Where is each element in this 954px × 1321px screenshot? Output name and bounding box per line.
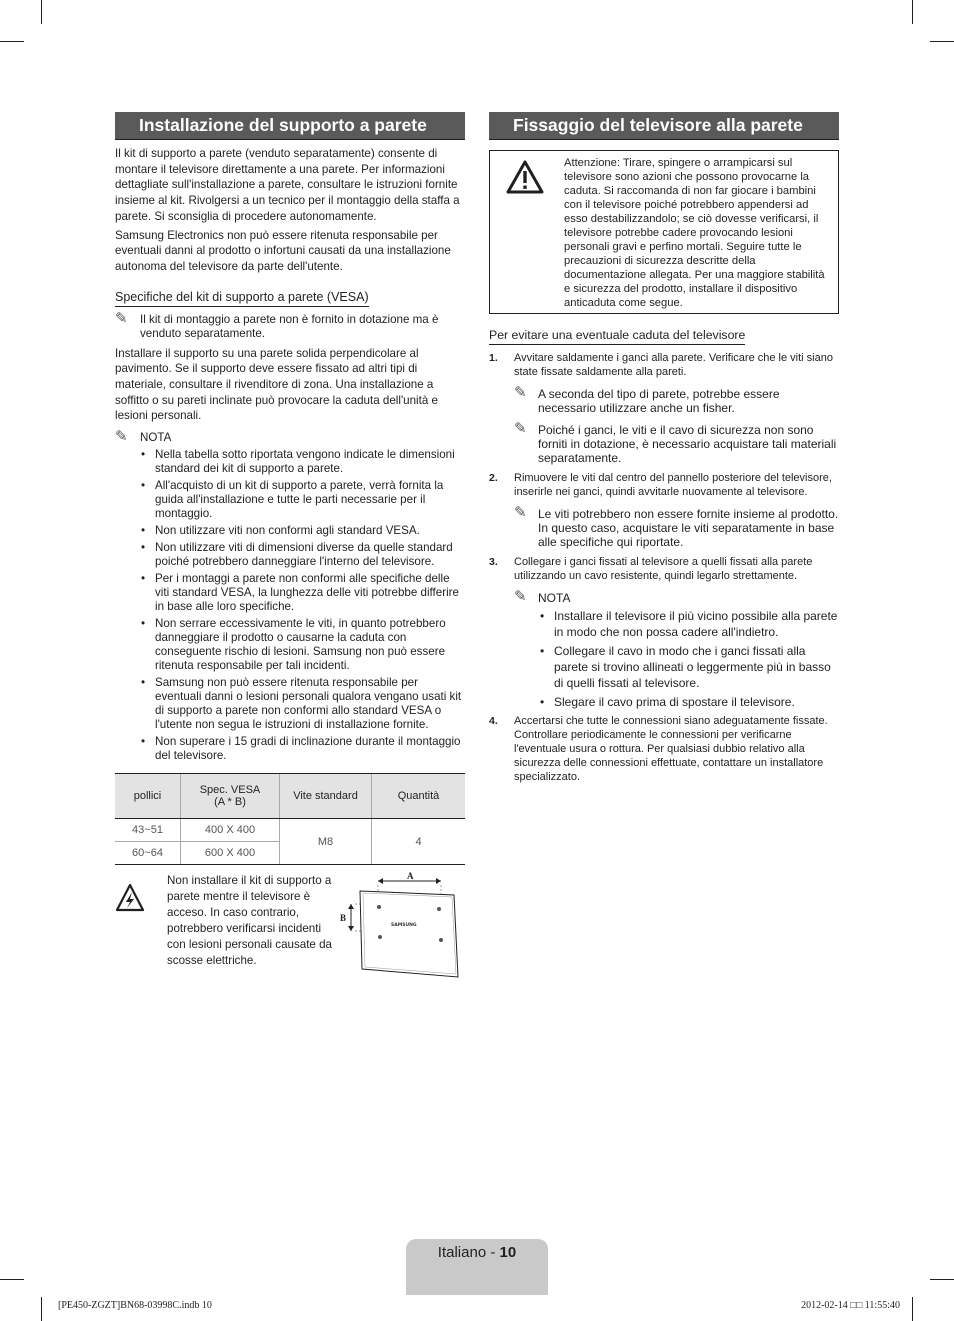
list-item: • Non serrare eccessivamente le viti, in quanto potrebbero danneggiare il prodotto o causarne la caduta con conseguente rischio di lesioni. Samsung non può essere ritenuta responsabile per tali incidenti.	[155, 617, 465, 673]
tv-back-diagram	[337, 871, 465, 983]
table-cell-screw: M8	[280, 819, 372, 865]
table-header: pollici	[115, 774, 181, 819]
electric-warning-box	[115, 873, 465, 993]
list-item: • Per i montaggi a parete non conformi alle specifiche delle viti standard VESA, la lunghezza delle viti potrebbe differire in base alle loro specifiche.	[155, 572, 465, 614]
print-date-info: 2012-02-14 □□ 11:55:40	[801, 1300, 900, 1311]
step-item: 3. Collegare i ganci fissati al televisore a quelli fissati alla parete utilizzando un cavo resistente, quindi legarlo strettamente. ✎ NOTA • Installare il televisore il più vicino possibile alla parete in modo che non possa cadere all'indietro. • Collegare il cavo in modo che i ganci fissati alla parete si trovino allineati o leggermente più in basso di quelli fissati al televisore. • Slegare il cavo prima di spostare il televisore.	[489, 555, 839, 710]
anti-fall-subtitle: Per evitare una eventuale caduta del televisore	[489, 327, 745, 345]
nota-bullet-list	[115, 448, 465, 763]
list-item: • Installare il televisore il più vicino possibile alla parete in modo che non possa cadere all'indietro.	[554, 608, 839, 640]
step-note: ✎ Le viti potrebbero non essere fornite insieme al prodotto. In questo caso, acquistare le viti separatamente in base alle specifiche qui riportate.	[514, 504, 839, 549]
table-cell: 600 X 400	[181, 842, 280, 865]
pencil-note-icon: ✎	[514, 420, 527, 437]
table-header: Spec. VESA (A * B)	[181, 774, 280, 819]
pencil-note-icon: ✎	[514, 384, 527, 401]
list-item: • Samsung non può essere ritenuta responsabile per eventuali danni o lesioni personali qualora vengano usati kit di supporto a parete non conformi allo standard VESA o l'utente non segua le istruzioni di installazione fornite.	[155, 676, 465, 732]
list-item: • Non superare i 15 gradi di inclinazione durante il montaggio del televisore.	[155, 735, 465, 763]
pencil-note-icon: ✎	[514, 588, 527, 605]
nota-heading: ✎ NOTA	[514, 588, 571, 605]
crop-mark	[930, 41, 954, 42]
nota-bullet-list	[514, 608, 839, 710]
list-item: • All'acquisto di un kit di supporto a parete, verrà fornita la guida all'installazione e tutte le parti necessarie per il montaggio.	[155, 479, 465, 521]
step-item: 4. Accertarsi che tutte le connessioni siano adeguatamente fissate. Controllare periodicamente le connessioni per verificarne l'eventuale usura o rottura. Per qualsiasi dubbio relativo alla sicurezza delle connessioni effettuate, contattare un installatore specializzato.	[489, 715, 828, 783]
pencil-note-icon: ✎	[115, 428, 128, 446]
crop-mark	[41, 1297, 42, 1321]
table-cell: 400 X 400	[181, 819, 280, 842]
section-title-wall-fixing: Fissaggio del televisore alla parete	[489, 112, 839, 140]
list-item: • Slegare il cavo prima di spostare il televisore.	[554, 694, 839, 710]
caution-warning-icon	[505, 159, 545, 195]
table-header-row	[115, 774, 465, 819]
right-column	[489, 112, 839, 788]
step-note: ✎ A seconda del tipo di parete, potrebbe essere necessario utilizzare anche un fisher.	[514, 384, 780, 415]
table-cell: 43~51	[115, 819, 181, 842]
table-header: Quantità	[372, 774, 466, 819]
intro-paragraph: Il kit di supporto a parete (venduto separatamente) consente di montare il televisore direttamente a una parete. Per informazioni dettagliate sull'installazione a parete, consultare le istruzioni fornite insieme al kit. Rivolgersi a un tecnico per il montaggio della staffa a parete. Si sconsiglia di procedere autonomamente.	[115, 147, 460, 223]
table-cell: 60~64	[115, 842, 181, 865]
step-note: ✎ Poiché i ganci, le viti e il cavo di sicurezza non sono forniti in dotazione, è necessario acquistare tali materiali separatamente.	[514, 420, 837, 465]
caution-box	[489, 150, 839, 314]
crop-mark	[0, 41, 24, 42]
table-row	[115, 819, 465, 842]
install-paragraph: Installare il supporto su una parete solida perpendicolare al pavimento. Se il supporto deve essere fissato ad altri tipi di materiale, consultare il rivenditore di zona. Una installazione a soffitto o su pareti inclinate può provocare la caduta dell'unità e lesioni personali.	[115, 346, 438, 423]
table-header: Vite standard	[280, 774, 372, 819]
electric-shock-warning-icon	[115, 883, 145, 913]
list-item: • Nella tabella sotto riportata vengono indicate le dimensioni standard dei kit di supporto a parete.	[155, 448, 465, 476]
vesa-subtitle: Specifiche del kit di supporto a parete (VESA)	[115, 289, 369, 307]
liability-paragraph: Samsung Electronics non può essere ritenuta responsabile per eventuali danni al prodotto o infortuni causati da una installazione autonoma del televisore da parte dell'utente.	[115, 228, 451, 273]
caution-text: Attenzione: Tirare, spingere o arrampicarsi sul televisore sono azioni che possono provocarne la caduta. Si raccomanda di non far giocare i bambini con il televisore poiché potrebbero appendersi ad esso destabilizzandolo; se ciò dovesse verificarsi, il televisore potrebbe cadere provocando lesioni personali gravi e perfino mortali. Seguire tutte le precauzioni di sicurezza descritte della documentazione allegata. Per una maggiore stabilità e sicurezza del prodotto, installare il dispositivo anticaduta come segue.	[564, 157, 825, 309]
print-file-info: [PE450-ZGZT]BN68-03998C.indb 10	[58, 1300, 212, 1311]
diagram-brand-logo: SAMSUNG	[391, 923, 417, 929]
diagram-label-a: A	[407, 871, 414, 882]
crop-mark	[41, 0, 42, 24]
section-title-wall-mount: Installazione del supporto a parete	[115, 112, 465, 140]
nota-heading: ✎ NOTA	[115, 428, 172, 446]
step-item: 2. Rimuovere le viti dal centro del pannello posteriore del televisore, inserirle nei ganci, quindi avvitarle nuovamente al televisore. ✎ Le viti potrebbero non essere fornite insieme al prodotto. In questo caso, acquistare le viti separatamente in base alle specifiche qui riportate.	[489, 472, 839, 549]
list-item: • Collegare il cavo in modo che i ganci fissati alla parete si trovino allineati o leggermente più in basso di quelli fissati al televisore.	[554, 643, 839, 691]
table-cell-qty: 4	[372, 819, 466, 865]
step-item: 1. Avvitare saldamente i ganci alla parete. Verificare che le viti siano state fissate saldamente alla pareti. ✎ A seconda del tipo di parete, potrebbe essere necessario utilizzare anche un fisher. ✎ Poiché i ganci, le viti e il cavo di sicurezza non sono forniti in dotazione, è necessario acquistare tali materiali separatamente.	[489, 351, 839, 465]
pencil-note-icon: ✎	[514, 504, 527, 521]
vesa-spec-table	[115, 773, 465, 865]
anti-fall-steps	[489, 351, 839, 784]
list-item: • Non utilizzare viti di dimensioni diverse da quelle standard poiché potrebbero danneggiare l'interno del televisore.	[155, 541, 465, 569]
diagram-label-b: B	[340, 913, 347, 924]
page-language-label: Italiano -	[437, 1244, 500, 1261]
vesa-note: ✎ Il kit di montaggio a parete non è fornito in dotazione ma è venduto separatamente.	[115, 309, 439, 340]
pencil-note-icon: ✎	[115, 309, 128, 327]
crop-mark	[912, 1297, 913, 1321]
crop-mark	[912, 0, 913, 24]
page-number-tab	[406, 1239, 548, 1295]
list-item: • Non utilizzare viti non conformi agli standard VESA.	[155, 524, 465, 538]
page-number: 10	[499, 1244, 517, 1261]
electric-warning-text: Non installare il kit di supporto a parete mentre il televisore è acceso. In caso contrario, potrebbero verificarsi incidenti con lesioni personali causate da scosse elettriche.	[167, 874, 332, 968]
left-column	[115, 112, 465, 993]
crop-mark	[930, 1279, 954, 1280]
crop-mark	[0, 1279, 24, 1280]
